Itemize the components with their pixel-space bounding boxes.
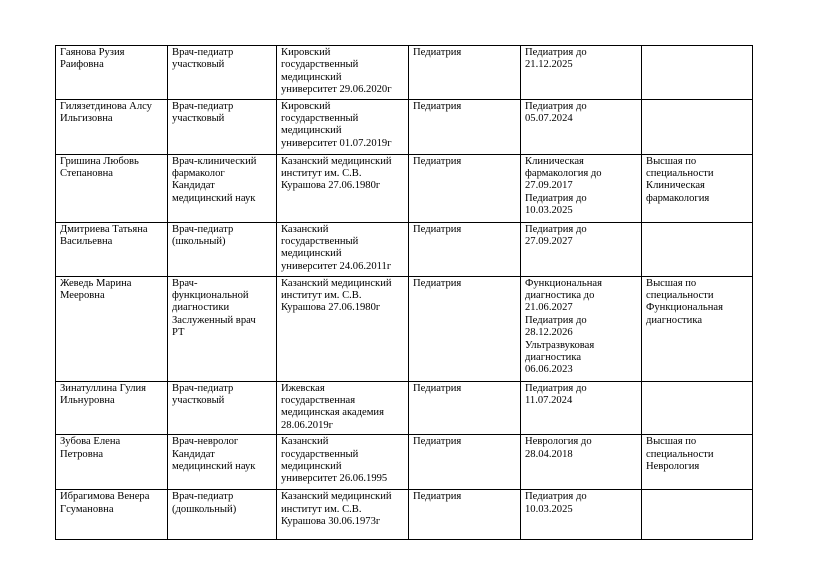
certificate-text: Педиатрия до	[525, 192, 587, 204]
employee-name-text: Гаянова Рузия	[60, 47, 125, 58]
position-text: Врач-невролог	[172, 436, 239, 448]
education-cell	[277, 435, 409, 490]
education-text: Казанский	[281, 223, 329, 235]
category-cell	[642, 276, 753, 381]
education-text: Курашова 27.06.1980г	[281, 302, 381, 314]
certificate-text: диагностика до	[525, 290, 595, 302]
education-text: государственная	[281, 395, 356, 407]
certificate-text: Функциональная	[525, 277, 602, 289]
employee-name-cell	[56, 154, 168, 222]
position-cell	[168, 490, 277, 540]
specialty-text: Педиатрия	[413, 155, 462, 167]
position-text: Врач-педиатр	[172, 491, 234, 503]
category-text: фармакология	[646, 192, 710, 204]
staff-table	[55, 45, 753, 540]
education-text: Ижевская	[281, 382, 325, 394]
employee-name-text: Гилязетдинова Алсу	[60, 100, 152, 112]
employee-name-cell	[56, 381, 168, 435]
position-text: (дошкольный)	[172, 503, 237, 515]
category-cell	[642, 99, 753, 154]
education-cell	[277, 154, 409, 222]
education-text: Курашова 30.06.1973г	[281, 516, 381, 528]
education-text: медицинский	[281, 461, 342, 473]
certificate-cell	[521, 99, 642, 154]
table-row	[56, 435, 753, 490]
employee-name-text: Васильевна	[60, 236, 113, 248]
education-text: институт им. С.В.	[281, 290, 362, 302]
certificate-text: Неврология до	[525, 436, 592, 448]
position-cell	[168, 276, 277, 381]
specialty-cell	[409, 435, 521, 490]
certificate-text: 06.06.2023	[525, 364, 573, 376]
certificate-cell	[521, 435, 642, 490]
position-cell	[168, 222, 277, 276]
certificate-text: Педиатрия до	[525, 382, 587, 394]
category-text: диагностика	[646, 314, 703, 326]
category-text: специальности	[646, 168, 714, 180]
certificate-text: 10.03.2025	[525, 503, 573, 515]
employee-name-text: Петровна	[60, 448, 104, 460]
certificate-text: Педиатрия до	[525, 314, 587, 326]
education-text: медицинская академия	[281, 407, 384, 419]
certificate-text: Педиатрия до	[525, 100, 587, 112]
education-text: институт им. С.В.	[281, 168, 362, 180]
employee-name-text: Дмитриева Татьяна	[60, 223, 148, 235]
education-text: Казанский медицинский	[281, 155, 392, 167]
employee-name-text: Ильнуровна	[60, 395, 115, 407]
education-cell	[277, 276, 409, 381]
specialty-text: Педиатрия	[413, 47, 462, 58]
table-row	[56, 276, 753, 381]
specialty-cell	[409, 99, 521, 154]
specialty-text: Педиатрия	[413, 277, 462, 289]
education-text: университет 29.06.2020г	[281, 84, 392, 96]
employee-name-text: Жеведь Марина	[60, 277, 132, 289]
table-row	[56, 154, 753, 222]
certificate-cell	[521, 490, 642, 540]
education-text: 28.06.2019г	[281, 419, 334, 431]
employee-name-cell	[56, 435, 168, 490]
employee-name-cell	[56, 46, 168, 100]
employee-name-text: Ильгизовна	[60, 113, 113, 125]
position-text: Врач-клинический	[172, 155, 257, 167]
education-cell	[277, 46, 409, 100]
employee-name-cell	[56, 276, 168, 381]
certificate-text: Клиническая	[525, 155, 584, 167]
education-cell	[277, 381, 409, 435]
certificate-text: Педиатрия до	[525, 47, 587, 58]
category-cell	[642, 435, 753, 490]
category-text: Высшая по	[646, 436, 697, 448]
position-text: участковый	[172, 59, 225, 71]
category-text: специальности	[646, 448, 714, 460]
certificate-text: 05.07.2024	[525, 113, 573, 125]
employee-name-text: Зинатуллина Гулия	[60, 382, 147, 394]
education-cell	[277, 222, 409, 276]
category-text: Высшая по	[646, 277, 697, 289]
certificate-cell	[521, 222, 642, 276]
certificate-text: Педиатрия до	[525, 491, 587, 503]
category-cell	[642, 154, 753, 222]
education-text: Казанский	[281, 436, 329, 448]
category-text: Высшая по	[646, 155, 697, 167]
position-text: участковый	[172, 395, 225, 407]
category-cell	[642, 381, 753, 435]
position-cell	[168, 154, 277, 222]
certificate-text: 21.06.2027	[525, 302, 573, 314]
specialty-text: Педиатрия	[413, 223, 462, 235]
category-text: Неврология	[646, 461, 700, 473]
education-text: медицинский	[281, 125, 342, 137]
position-text: медицинский наук	[172, 192, 256, 204]
position-text: Врач-педиатр	[172, 223, 234, 235]
education-text: Кировский	[281, 47, 331, 58]
certificate-cell	[521, 381, 642, 435]
specialty-cell	[409, 46, 521, 100]
category-cell	[642, 222, 753, 276]
education-text: Казанский медицинский	[281, 277, 392, 289]
employee-name-text: Гришина Любовь	[60, 155, 139, 167]
certificate-text: 10.03.2025	[525, 205, 573, 217]
employee-name-text: Зубова Елена	[60, 436, 121, 448]
education-text: медицинский	[281, 71, 342, 83]
employee-name-text: Раифовна	[60, 59, 104, 71]
category-text: Функциональная	[646, 302, 723, 314]
specialty-text: Педиатрия	[413, 100, 462, 112]
specialty-cell	[409, 154, 521, 222]
position-text: участковый	[172, 113, 225, 125]
position-text: медицинский наук	[172, 461, 256, 473]
employee-name-text: Мееровна	[60, 290, 105, 302]
education-text: государственный	[281, 448, 359, 460]
education-cell	[277, 490, 409, 540]
certificate-text: 21.12.2025	[525, 59, 573, 71]
employee-name-text: Степановна	[60, 168, 113, 180]
education-text: Курашова 27.06.1980г	[281, 180, 381, 192]
specialty-text: Педиатрия	[413, 491, 462, 503]
position-text: Кандидат	[172, 180, 215, 192]
position-text: Врач-	[172, 277, 198, 289]
education-text: университет 01.07.2019г	[281, 137, 392, 149]
table-row	[56, 222, 753, 276]
specialty-cell	[409, 381, 521, 435]
table-row	[56, 46, 753, 100]
table-row	[56, 99, 753, 154]
table-row	[56, 381, 753, 435]
specialty-text: Педиатрия	[413, 382, 462, 394]
position-text: РТ	[172, 327, 185, 339]
employee-name-text: Ибрагимова Венера	[60, 491, 150, 503]
education-text: Казанский медицинский	[281, 491, 392, 503]
education-text: университет 24.06.2011г	[281, 260, 392, 272]
certificate-text: фармакология до	[525, 168, 602, 180]
employee-name-text: Гсумановна	[60, 503, 114, 515]
certificate-text: Ультразвуковая	[525, 339, 595, 351]
position-text: Врач-педиатр	[172, 100, 234, 112]
position-text: диагностики	[172, 302, 230, 314]
category-text: Клиническая	[646, 180, 705, 192]
position-text: Кандидат	[172, 448, 215, 460]
education-text: медицинский	[281, 248, 342, 260]
specialty-cell	[409, 222, 521, 276]
specialty-text: Педиатрия	[413, 436, 462, 448]
position-cell	[168, 381, 277, 435]
position-text: Заслуженный врач	[172, 314, 256, 326]
certificate-cell	[521, 276, 642, 381]
specialty-cell	[409, 276, 521, 381]
certificate-text: 28.04.2018	[525, 448, 573, 460]
position-cell	[168, 46, 277, 100]
position-cell	[168, 99, 277, 154]
education-text: государственный	[281, 59, 359, 71]
position-text: функциональной	[172, 290, 249, 302]
employee-name-cell	[56, 490, 168, 540]
education-text: институт им. С.В.	[281, 503, 362, 515]
certificate-cell	[521, 46, 642, 100]
certificate-text: 27.09.2027	[525, 236, 573, 248]
category-cell	[642, 46, 753, 100]
specialty-cell	[409, 490, 521, 540]
education-text: Кировский	[281, 100, 331, 112]
certificate-text: 11.07.2024	[525, 395, 573, 407]
certificate-text: 27.09.2017	[525, 180, 573, 192]
education-text: государственный	[281, 236, 359, 248]
position-text: (школьный)	[172, 236, 226, 248]
position-text: Врач-педиатр	[172, 382, 234, 394]
category-text: специальности	[646, 290, 714, 302]
education-text: университет 26.06.1995	[281, 473, 388, 485]
education-text: государственный	[281, 113, 359, 125]
education-cell	[277, 99, 409, 154]
certificate-text: Педиатрия до	[525, 223, 587, 235]
position-text: Врач-педиатр	[172, 47, 234, 58]
position-cell	[168, 435, 277, 490]
table-row	[56, 490, 753, 540]
certificate-cell	[521, 154, 642, 222]
certificate-text: диагностика	[525, 352, 582, 364]
category-cell	[642, 490, 753, 540]
employee-name-cell	[56, 222, 168, 276]
position-text: фармаколог	[172, 168, 225, 180]
certificate-text: 28.12.2026	[525, 327, 573, 339]
employee-name-cell	[56, 99, 168, 154]
